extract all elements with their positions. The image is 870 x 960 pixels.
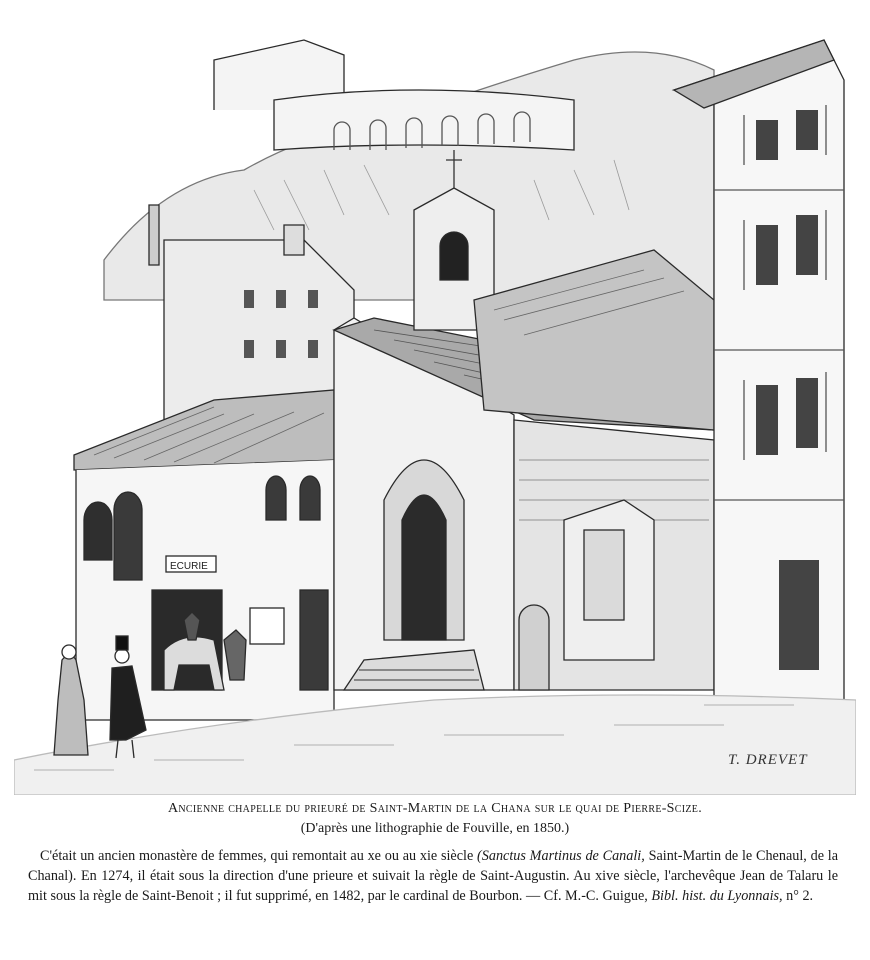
chapel-drawing <box>14 0 856 795</box>
artist-signature: T. DREVET <box>728 752 808 768</box>
caption-subtitle: (D'après une lithographie de Fouville, en 1850.) <box>300 821 570 836</box>
caption-title <box>0 801 870 817</box>
caption-latin-name: (Sanctus Martinus de Canali, <box>477 848 645 864</box>
caption-text-2: Saint-Martin de le Chenaul, de la Chanal). En 1274, il était sous la direction d'une prieure et suivait la règle de Saint-Augustin. Au xive siècle, l'archevêque Jean de Talaru le mit sous la règle de Saint-Benoit ; il fut supprimé, en 1482, par le cardinal de Bourbon. — Cf. M.-C. Guigue, <box>28 848 838 904</box>
caption-body <box>28 846 838 906</box>
caption-text-1: C'était un ancien monastère de femmes, qui remontait au xe ou au xie siècle <box>40 848 478 864</box>
caption-title-text: Ancienne chapelle du prieuré de Saint-Martin de la Chana sur le quai de Pierre-Scize. <box>168 801 702 816</box>
chapel-illustration <box>14 0 856 795</box>
caption-paragraph <box>28 846 838 906</box>
caption-reference: Bibl. hist. du Lyonnais, <box>651 888 783 904</box>
caption-text-3: n° 2. <box>782 888 814 904</box>
stable-sign: ECURIE <box>170 561 208 572</box>
